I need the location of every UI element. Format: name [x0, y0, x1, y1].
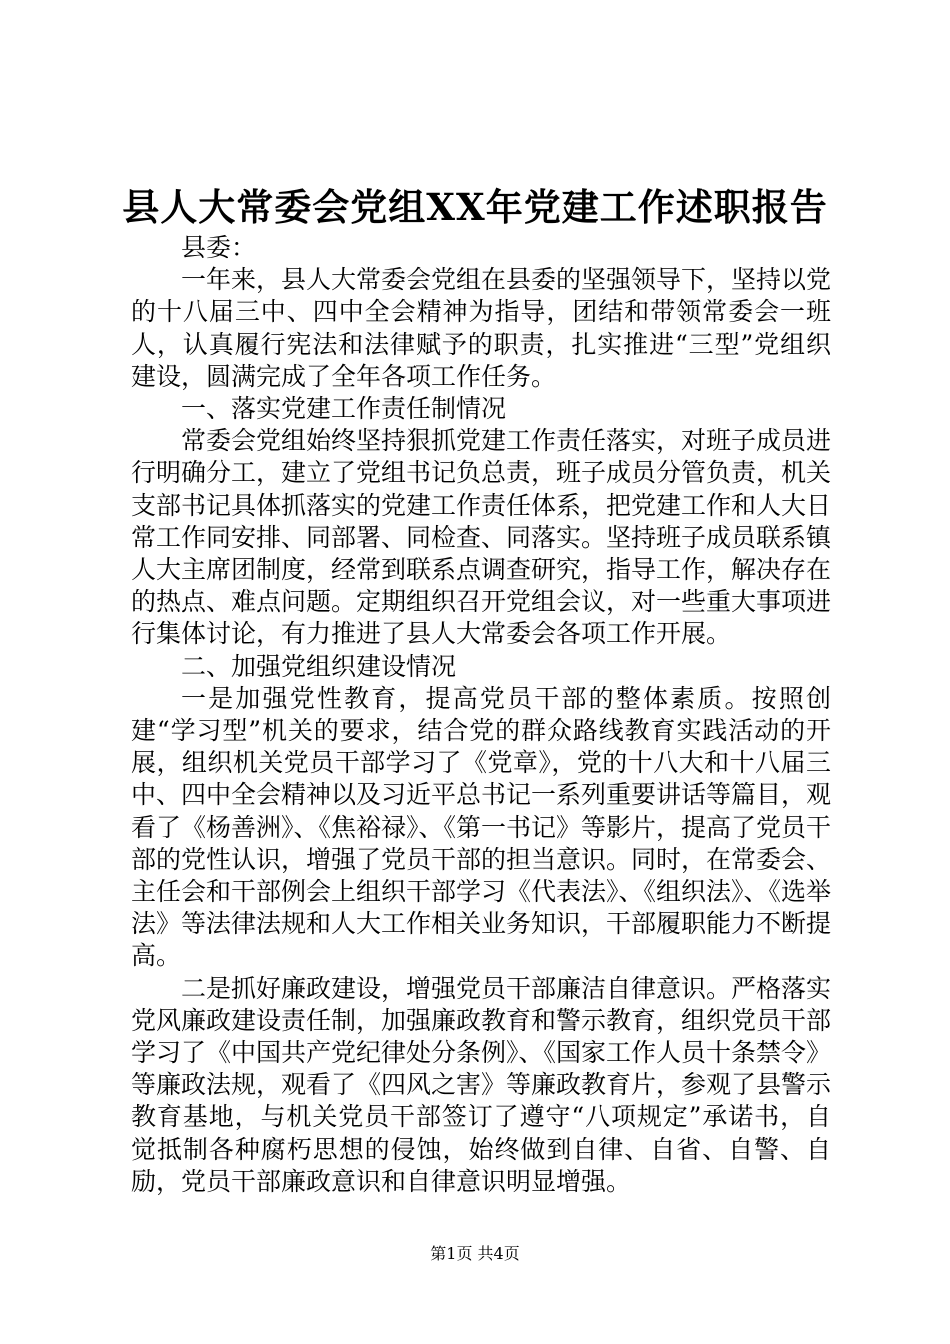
document-body — [131, 232, 831, 1198]
intro-paragraph: 一年来，县人大常委会党组在县委的坚强领导下，坚持以党的十八届三中、四中全会精神为指导，团结和带领常委会一班人，认真履行宪法和法律赋予的职责，扎实推进“三型”党组织建设，圆满完成了全年各项工作任务。 — [131, 265, 832, 391]
document-title: 县人大常委会党组XX年党建工作述职报告 — [122, 185, 828, 229]
section-2-paragraph-2: 二是抓好廉政建设，增强党员干部廉洁自律意识。严格落实党风廉政建设责任制，加强廉政教育和警示教育，组织党员干部学习了《中国共产党纪律处分条例》、《国家工作人员十条禁令》等廉政法规，观看了《四风之害》等廉政教育片，参观了县警示教育基地，与机关党员干部签订了遵守“八项规定”承诺书，自觉抵制各种腐朽思想的侵蚀，始终做到自律、自省、自警、自励，党员干部廉政意识和自律意识明显增强。 — [131, 973, 832, 1196]
page-footer: 第1页 共4页 — [430, 1244, 520, 1263]
section-2-paragraph-1: 一是加强党性教育，提高党员干部的整体素质。按照创建“学习型”机关的要求，结合党的群众路线教育实践活动的开展，组织机关党员干部学习了《党章》，党的十八大和十八届三中、四中全会精神以及习近平总书记一系列重要讲话等篇目，观看了《杨善洲》、《焦裕禄》、《第一书记》等影片，提高了党员干部的党性认识，增强了党员干部的担当意识。同时，在常委会、主任会和干部例会上组织干部学习《代表法》、《组织法》、《选举法》等法律法规和人大工作相关业务知识，干部履职能力不断提高。 — [131, 683, 832, 971]
salutation: 县委： — [181, 233, 257, 262]
section-1-paragraph: 常委会党组始终坚持狠抓党建工作责任落实，对班子成员进行明确分工，建立了党组书记负总责，班子成员分管负责，机关支部书记具体抓落实的党建工作责任体系，把党建工作和人大日常工作同安排、同部署、同检查、同落实。坚持班子成员联系镇人大主席团制度，经常到联系点调查研究，指导工作，解决存在的热点、难点问题。定期组织召开党组会议，对一些重大事项进行集体讨论，有力推进了县人大常委会各项工作开展。 — [131, 426, 832, 649]
section-heading-2: 二、加强党组织建设情况 — [181, 651, 457, 681]
section-heading-1: 一、落实党建工作责任制情况 — [181, 394, 507, 424]
